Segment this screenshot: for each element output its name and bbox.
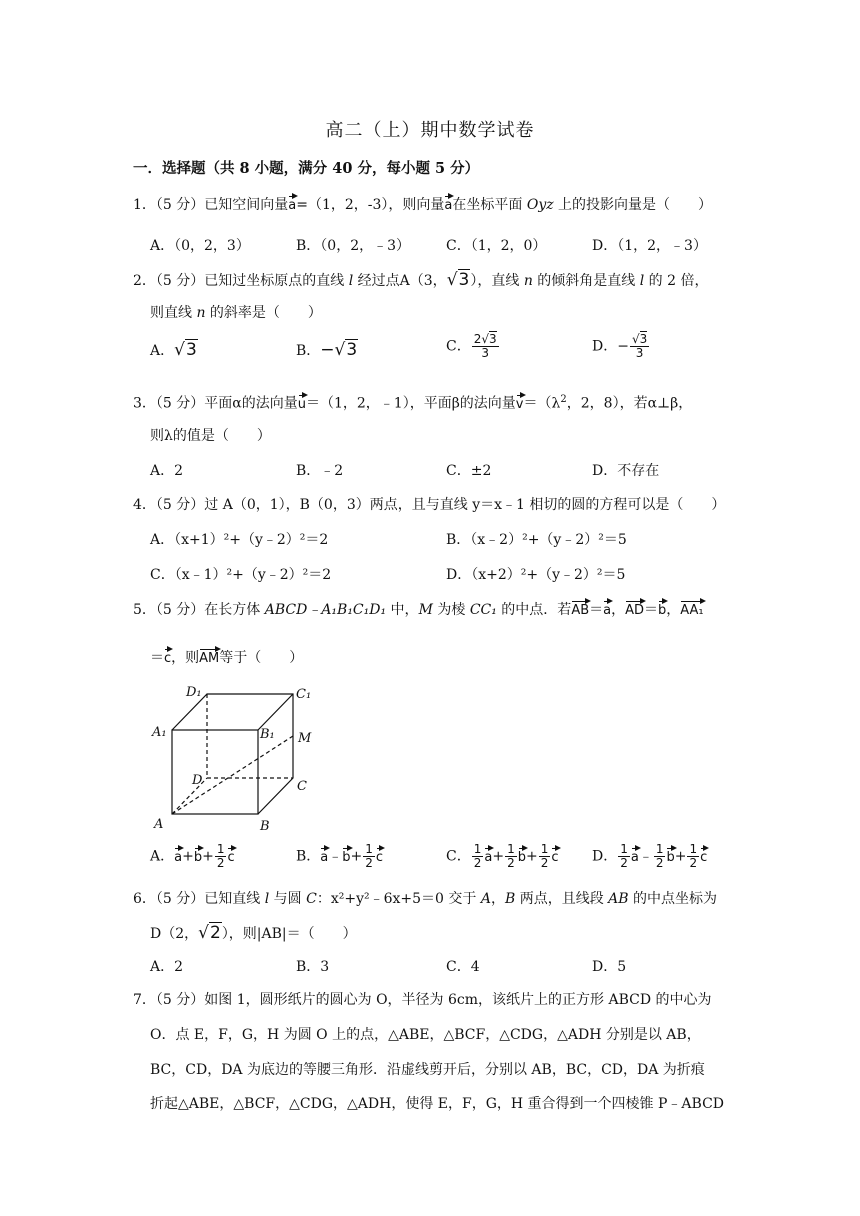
question-3: 3．（5 分）平面α的法向量u＝（1，2，﹣1），平面β的法向量$v=(\lambda^2$，2，8），若α⊥β， <box>133 394 693 412</box>
q1-option-d[interactable]: D．（1，2，﹣3） <box>592 238 707 254</box>
question-2: 2．（5 分）已知过坐标原点的直线 l 经过点A（3，√3），直线 n 的倾斜角是直线 l 的 2 倍， <box>133 270 709 290</box>
q2-option-d[interactable]: D．− $\frac{√3}{3}$ <box>592 332 648 360</box>
label-m: M <box>298 731 312 746</box>
question-7: 7．（5 分）如图 1，圆形纸片的圆心为 O，半径为 6cm，该纸片上的正方形 ABCD 的中心为 <box>133 992 712 1008</box>
label-d1: D₁ <box>186 686 202 700</box>
q1-option-b[interactable]: B．（0，2，﹣3） <box>296 238 411 254</box>
q5-option-c[interactable]: C． $\frac{1}{2}$ a+ $\frac{1}{2}$ b+ $\frac{1}{2}$ c <box>446 842 559 870</box>
q6-option-a[interactable]: A．2 <box>150 959 184 975</box>
cuboid-figure <box>150 686 320 836</box>
question-2-line-2: 则直线 n 的斜率是（ ） <box>150 305 322 321</box>
question-5: 5．（5 分）在长方体 ABCD﹣A₁B₁C₁D₁ 中，M 为棱 CC₁ 的中点．若AB＝a，AD＝b，AA₁ <box>133 602 704 618</box>
q6-option-c[interactable]: C．4 <box>446 959 480 975</box>
front-face <box>172 730 258 814</box>
page-title: 高二（上）期中数学试卷 <box>325 120 535 141</box>
question-3-line-2: 则λ的值是（ ） <box>150 428 271 444</box>
q5-option-b[interactable]: B．a﹣b+ $\frac{1}{2}$ c <box>296 842 384 870</box>
q5-option-a[interactable]: A．a+b+ $\frac{1}{2}$ c <box>150 842 235 870</box>
q3-option-b[interactable]: B．﹣2 <box>296 463 344 479</box>
question-6: 6．（5 分）已知直线 l 与圆 C：x²+y²﹣6x+5＝0 交于 A，B 两点，且线段 AB 的中点坐标为 <box>133 891 718 907</box>
q3-option-c[interactable]: C．±2 <box>446 463 492 479</box>
label-a: A <box>154 817 164 832</box>
section-heading: 一．选择题（共 8 小题，满分 40 分，每小题 5 分） <box>133 160 480 177</box>
label-c1: C₁ <box>296 687 312 702</box>
q1-option-c[interactable]: C．（1，2，0） <box>446 238 547 254</box>
q6-option-d[interactable]: D．5 <box>592 959 627 975</box>
question-6-line-2: D（2，√2），则|AB|＝（ ） <box>150 923 357 943</box>
q1-option-a[interactable]: A．（0，2，3） <box>150 238 250 254</box>
q6-option-b[interactable]: B．3 <box>296 959 330 975</box>
question-7-line-2: O．点 E，F，G，H 为圆 O 上的点，△ABE，△BCF，△CDG，△ADH 分别是以 AB， <box>150 1027 701 1043</box>
label-a1: A₁ <box>152 725 167 740</box>
question-5-line-2: ＝c，则AM等于（ ） <box>150 650 304 666</box>
label-b1: B₁ <box>260 727 275 742</box>
question-7-line-3: BC，CD，DA 为底边的等腰三角形．沿虚线剪开后，分别以 AB，BC，CD，DA 为折痕 <box>150 1062 705 1078</box>
q4-option-b[interactable]: B．（x﹣2）²+（y﹣2）²＝5 <box>446 532 627 548</box>
question-4: 4．（5 分）过 A（0，1），B（0，3）两点，且与直线 y＝x﹣1 相切的圆的方程可以是（ ） <box>133 497 726 513</box>
segment-am <box>172 736 293 814</box>
q2-option-b[interactable]: B．−√3 <box>296 340 358 360</box>
q2-option-c[interactable]: C． $\frac{2√3}{3}$ <box>446 332 497 360</box>
label-d: D <box>192 773 203 788</box>
question-1: 1．（5 分）已知空间向量a=（1，2，-3），则向量a在坐标平面 Oyz 上的投影向量是（ ） <box>133 197 713 213</box>
q2-option-a[interactable]: A．√3 <box>150 340 197 360</box>
q5-option-d[interactable]: D． $\frac{1}{2}$ a﹣ $\frac{1}{2}$ b+ $\frac{1}{2}$ c <box>592 842 708 870</box>
label-c: C <box>297 779 307 794</box>
q4-option-a[interactable]: A．（x+1）²+（y﹣2）²＝2 <box>150 532 329 548</box>
q4-option-c[interactable]: C．（x﹣1）²+（y﹣2）²＝2 <box>150 567 332 583</box>
q4-option-d[interactable]: D．（x+2）²+（y﹣2）²＝5 <box>446 567 626 583</box>
q3-option-d[interactable]: D．不存在 <box>592 463 660 479</box>
label-b: B <box>260 819 270 834</box>
q3-option-a[interactable]: A．2 <box>150 463 184 479</box>
question-7-line-4: 折起△ABE，△BCF，△CDG，△ADH，使得 E，F，G，H 重合得到一个四棱锥 P﹣ABCD <box>150 1096 725 1112</box>
